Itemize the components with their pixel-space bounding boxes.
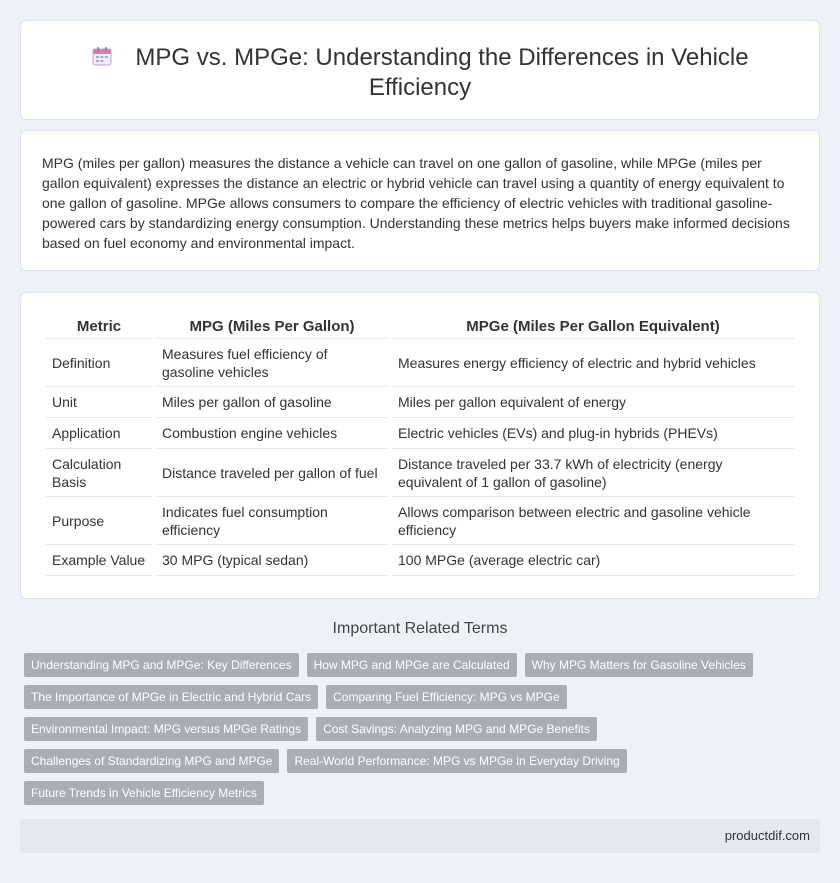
page-title-row — [21, 43, 819, 103]
related-tag[interactable]: How MPG and MPGe are Calculated — [307, 653, 517, 677]
cell-mpge: 100 MPGe (average electric car) — [392, 545, 794, 576]
cell-metric: Example Value — [46, 545, 152, 576]
table-row — [46, 418, 794, 449]
intro-text: MPG (miles per gallon) measures the distance a vehicle can travel on one gallon of gasoline, while MPGe (miles per gallon equivalent) expresses the distance an electric or hybrid vehicle can travel using a quantity of energy equivalent to one gallon of gasoline. MPGe allows consumers to compare the efficiency of electric vehicles with traditional gasoline-powered cars by standardizing energy consumption. Understanding these metrics helps buyers make informed decisions based on fuel economy and environmental impact. — [42, 155, 790, 251]
comparison-table — [42, 314, 798, 576]
cell-mpge: Electric vehicles (EVs) and plug-in hybrids (PHEVs) — [392, 418, 794, 449]
page-title: MPG vs. MPGe: Understanding the Differences in Vehicle Efficiency — [135, 44, 749, 101]
related-tag[interactable]: Understanding MPG and MPGe: Key Differences — [24, 653, 299, 677]
related-tag[interactable]: The Importance of MPGe in Electric and Hybrid Cars — [24, 685, 318, 709]
related-tag[interactable]: Comparing Fuel Efficiency: MPG vs MPGe — [326, 685, 567, 709]
header-mpge: MPGe (Miles Per Gallon Equivalent) — [392, 314, 794, 339]
table-header-row — [46, 314, 794, 339]
related-tag[interactable]: Environmental Impact: MPG versus MPGe Ratings — [24, 717, 308, 741]
cell-mpg: Miles per gallon of gasoline — [156, 387, 388, 418]
cell-metric: Definition — [46, 339, 152, 387]
related-tag[interactable]: Cost Savings: Analyzing MPG and MPGe Benefits — [316, 717, 597, 741]
header-metric: Metric — [46, 314, 152, 339]
table-row — [46, 497, 794, 545]
footer-site[interactable]: productdif.com — [724, 828, 810, 843]
header-mpg: MPG (Miles Per Gallon) — [156, 314, 388, 339]
table-row — [46, 339, 794, 387]
table-row — [46, 545, 794, 576]
cell-mpge: Measures energy efficiency of electric and hybrid vehicles — [392, 339, 794, 387]
header-card — [20, 20, 820, 120]
cell-metric: Purpose — [46, 497, 152, 545]
related-tag[interactable]: Future Trends in Vehicle Efficiency Metrics — [24, 781, 264, 805]
related-tag[interactable]: Real-World Performance: MPG vs MPGe in Everyday Driving — [287, 749, 626, 773]
cell-mpge: Miles per gallon equivalent of energy — [392, 387, 794, 418]
cell-metric: Calculation Basis — [46, 449, 152, 497]
table-row — [46, 449, 794, 497]
cell-mpg: Combustion engine vehicles — [156, 418, 388, 449]
calendar-icon — [91, 45, 113, 67]
cell-mpge: Distance traveled per 33.7 kWh of electricity (energy equivalent of 1 gallon of gasoline) — [392, 449, 794, 497]
cell-mpge: Allows comparison between electric and gasoline vehicle efficiency — [392, 497, 794, 545]
table-row — [46, 387, 794, 418]
cell-mpg: 30 MPG (typical sedan) — [156, 545, 388, 576]
related-terms-title: Important Related Terms — [332, 620, 508, 637]
cell-mpg: Measures fuel efficiency of gasoline vehicles — [156, 339, 388, 387]
cell-mpg: Distance traveled per gallon of fuel — [156, 449, 388, 497]
related-terms-tags — [24, 653, 804, 813]
comparison-table-card — [20, 292, 820, 599]
related-tag[interactable]: Challenges of Standardizing MPG and MPGe — [24, 749, 279, 773]
cell-metric: Application — [46, 418, 152, 449]
cell-metric: Unit — [46, 387, 152, 418]
related-tag[interactable]: Why MPG Matters for Gasoline Vehicles — [525, 653, 753, 677]
cell-mpg: Indicates fuel consumption efficiency — [156, 497, 388, 545]
footer — [20, 819, 820, 853]
intro-card — [20, 130, 820, 271]
